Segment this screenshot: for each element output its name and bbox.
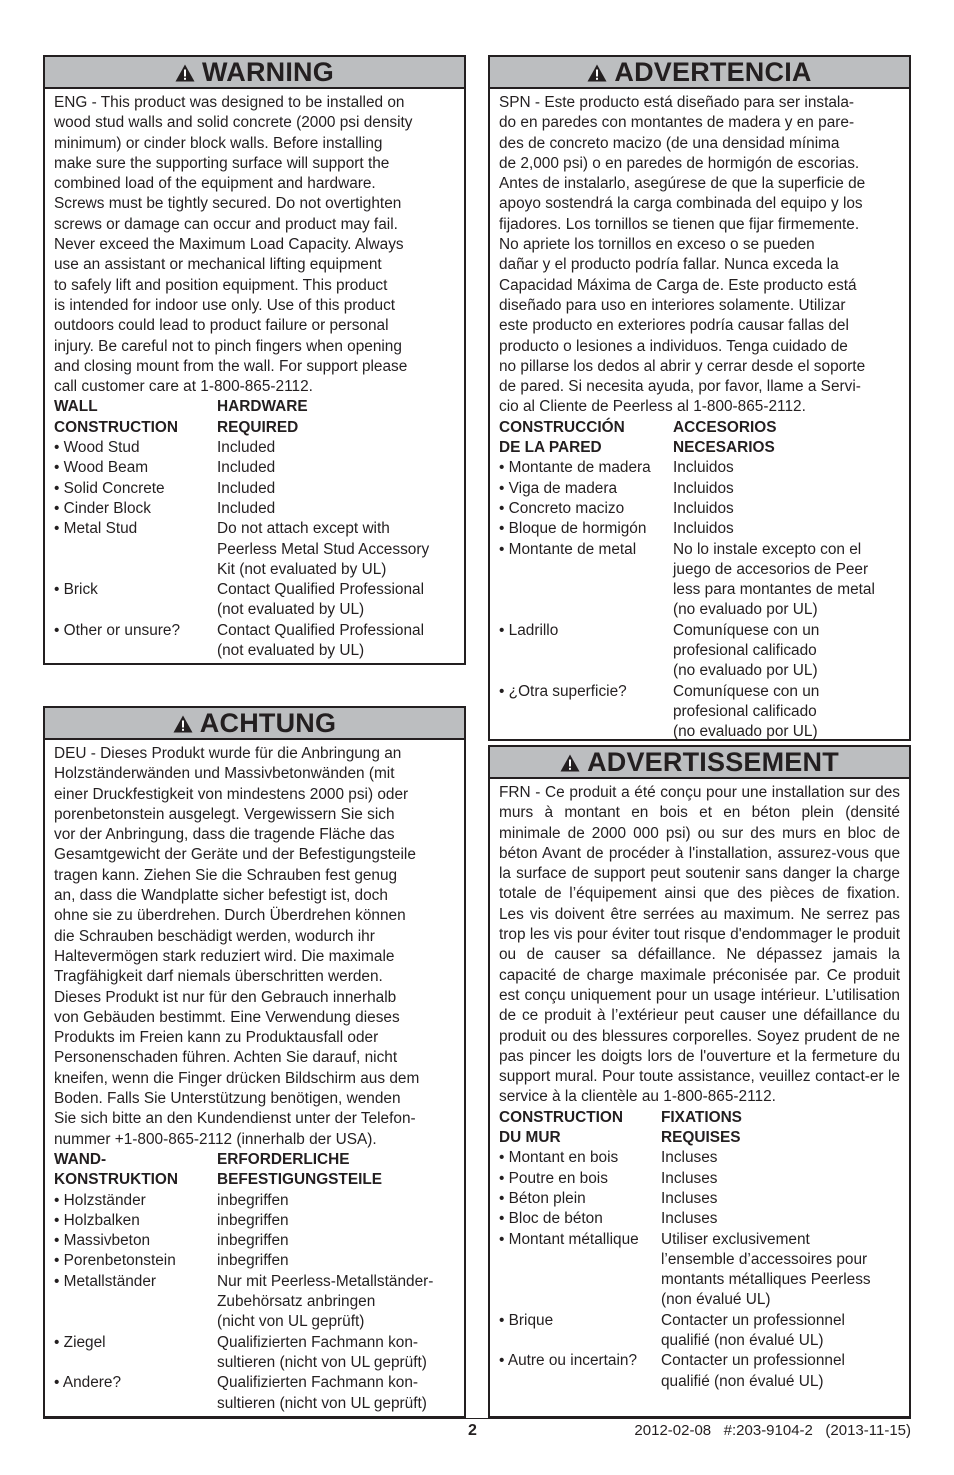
table-row xyxy=(499,1230,900,1311)
table-row xyxy=(499,540,900,621)
table-row xyxy=(54,1251,455,1271)
wall-type-cell: • Brique xyxy=(499,1311,554,1329)
hardware-cell: Incluses xyxy=(661,1210,718,1228)
hardware-cell: Comuníquese con un profesional calificado (no evaluado por UL) xyxy=(673,682,820,741)
hardware-cell: Contact Qualified Professional (not evaluated by UL) xyxy=(217,581,425,619)
table-row xyxy=(54,1272,455,1333)
hardware-cell: Do not attach except with Peerless Metal Stud Accessory Kit (not evaluated by UL) xyxy=(217,520,430,578)
table-row xyxy=(54,438,455,458)
hardware-cell: Incluidos xyxy=(673,459,734,477)
wall-type-cell: • Cinder Block xyxy=(54,499,151,517)
table-row xyxy=(499,479,900,499)
wall-construction-header: CONSTRUCCIÓN DE LA PARED xyxy=(499,418,625,457)
hardware-cell: Contacter un professionnel qualifié (non évalué UL) xyxy=(661,1311,845,1350)
wall-type-cell: • Holzbalken xyxy=(54,1211,140,1229)
table-header-row xyxy=(499,418,900,459)
warning-title: WARNING xyxy=(202,56,334,87)
wall-type-cell: • Metal Stud xyxy=(54,520,138,538)
advertencia-title: ADVERTENCIA xyxy=(614,56,812,87)
advertissement-hardware-table xyxy=(499,1108,900,1392)
table-row xyxy=(54,621,455,662)
warning-triangle-icon xyxy=(560,754,580,772)
wall-type-cell: • Wood Stud xyxy=(54,439,140,457)
hardware-required-header: HARDWARE REQUIRED xyxy=(217,398,308,436)
wall-type-cell: • Montante de metal xyxy=(499,540,637,558)
wall-construction-header: WALL CONSTRUCTION xyxy=(54,398,178,436)
table-row xyxy=(54,458,455,478)
page-number: 2 xyxy=(468,1422,477,1439)
table-row xyxy=(499,458,900,478)
hardware-cell: Included xyxy=(217,499,276,517)
achtung-box xyxy=(43,706,466,1418)
document-id: 2012-02-08 #:203-9104-2 (2013-11-15) xyxy=(634,1422,911,1439)
wall-construction-header: CONSTRUCTION DU MUR xyxy=(499,1108,623,1147)
warning-text: ENG - This product was designed to be installed on wood stud walls and solid concrete (2000 psi density minimum) or cinder block walls. Before installing make sure the supporting surface will support the combined load of the equipment and hardware. Screws must be tightly secured. Do not overtighten screws or damage can occur and product may fail. Never exceed the Maximum Load Capacity. Always use an assistant or mechanical lifting equipment to safely lift and position equipment. This product is intended for indoor use only. Use of this product outdoors could lead to product failure or personal injury. Be careful not to pinch fingers when opening and closing mount from the wall. For support please call customer care at 1-800-865-2112. xyxy=(54,94,413,396)
wall-type-cell: • Metallständer xyxy=(54,1272,157,1290)
wall-type-cell: • Porenbetonstein xyxy=(54,1252,176,1270)
advertencia-box xyxy=(488,55,911,741)
hardware-cell: inbegriffen xyxy=(217,1191,289,1209)
wall-type-cell: • Montant métallique xyxy=(499,1230,639,1248)
wall-type-cell: • Solid Concrete xyxy=(54,479,165,497)
warning-box xyxy=(43,55,466,665)
table-row xyxy=(54,479,455,499)
hardware-cell: inbegriffen xyxy=(217,1232,289,1250)
hardware-cell: Incluses xyxy=(661,1149,718,1167)
wall-type-cell: • Ladrillo xyxy=(499,621,559,639)
hardware-cell: Included xyxy=(217,479,276,497)
advertencia-hardware-table xyxy=(499,418,900,743)
table-row xyxy=(499,1169,900,1189)
wall-type-cell: • Wood Beam xyxy=(54,459,149,477)
wall-type-cell: • Bloc de béton xyxy=(499,1210,603,1228)
hardware-cell: Incluidos xyxy=(673,520,734,538)
hardware-cell: No lo instale excepto con el juego de accesorios de Peer less para montantes de metal (no evaluado por UL) xyxy=(673,540,875,619)
table-row xyxy=(499,1311,900,1352)
wall-type-cell: • Massivbeton xyxy=(54,1232,151,1250)
wall-type-cell: • Concreto macizo xyxy=(499,499,625,517)
achtung-text: DEU - Dieses Produkt wurde für die Anbringung an Holzständerwänden und Massivbetonwänden (mit einer Druckfestigkeit von mindestens 2000 psi) oder porenbetonstein ausgelegt. Vergewissern Sie sich vor der Anbringung, dass die tragende Fläche das Gesamtgewicht der Geräte und der Befestigungsteile tragen kann. Ziehen Sie die Schrauben fest genug an, dass die Wandplatte sicher befestigt ist, doch ohne sie zu überdrehen. Durch Überdrehen können die Schrauben beschädigt werden, wodurch ihr Haltevermögen stark reduziert wird. Die maximale Tragfähigkeit darf niemals überschritten werden. Dieses Produkt ist nur für den Gebrauch innerhalb von Gebäuden bestimmt. Eine Verwendung dieses Produkts im Freien kann zu Produktausfall oder Personenschaden führen. Achten Sie darauf, nicht kneifen, wenn die Finger drücken Bildschirm aus dem Boden. Falls Sie Unterstützung benötigen, wenden Sie sich bitte an den Kundendienst unter der Telefon- nummer +1-800-865-2112 (innerhalb der USA). xyxy=(54,745,420,1148)
table-header-row xyxy=(54,397,455,438)
table-header-row xyxy=(54,1150,455,1191)
table-row xyxy=(54,519,455,580)
warning-triangle-icon xyxy=(175,64,195,82)
table-row xyxy=(499,1351,900,1392)
wall-type-cell: • Andere? xyxy=(54,1374,122,1392)
wall-type-cell: • Brick xyxy=(54,581,98,599)
hardware-cell: Incluses xyxy=(661,1169,718,1187)
table-row xyxy=(499,621,900,682)
table-row xyxy=(54,580,455,621)
advertissement-box xyxy=(488,745,911,1418)
hardware-cell: Incluidos xyxy=(673,499,734,517)
wall-type-cell: • Bloque de hormigón xyxy=(499,520,647,538)
table-row xyxy=(54,1231,455,1251)
wall-construction-header: WAND- KONSTRUKTION xyxy=(54,1150,178,1189)
wall-type-cell: • Montant en bois xyxy=(499,1149,619,1167)
table-row xyxy=(54,1333,455,1374)
hardware-cell: Qualifizierten Fachmann kon- sultieren (nicht von UL geprüft) xyxy=(217,1333,427,1371)
achtung-hardware-table xyxy=(54,1150,455,1414)
table-row xyxy=(54,1191,455,1211)
wall-type-cell: • Other or unsure? xyxy=(54,621,181,639)
warning-hardware-table xyxy=(54,397,455,661)
advertissement-text: FRN - Ce produit a été conçu pour une installation sur des murs à montant en bois et en béton plein (densité minimale de 2000 000 psi) ou sur des murs en bloc de béton Avant de procéder à l'installation, assurez-vous que la surface de support peut soutenir sans danger la charge totale de l’équipement ainsi que des pièces de fixation. Les vis doivent être serrées au maximum. Ne serrez pas trop les vis pour éviter tout risque d'endommager le produit ou de causer sa défaillance. Ne dépassez jamais la capacité de charge maximale préconisée par. Ce produit est conçu uniquement pour un usage intérieur. L’utilisation de ce produit à l’extérieur peut causer une défaillance du produit ou des blessures corporelles. Soyez prudent de ne pas pincer les doigts lors de l'ouverture et la fermeture du support mural. Pour toute assistance, veuillez contact-er le service à la clientèle au 1-800-865-2112. xyxy=(499,784,900,1106)
table-row xyxy=(499,499,900,519)
achtung-title: ACHTUNG xyxy=(199,707,337,738)
hardware-required-header: ERFORDERLICHE BEFESTIGUNGSTEILE xyxy=(217,1150,383,1189)
table-row xyxy=(54,1373,455,1414)
table-row xyxy=(54,499,455,519)
hardware-cell: Incluses xyxy=(661,1189,718,1207)
table-row xyxy=(499,1189,900,1209)
advertencia-header xyxy=(490,57,909,89)
wall-type-cell: • Holzständer xyxy=(54,1191,146,1209)
warning-header xyxy=(45,57,464,89)
wall-type-cell: • Poutre en bois xyxy=(499,1169,608,1187)
hardware-cell: inbegriffen xyxy=(217,1211,289,1229)
wall-type-cell: • Autre ou incertain? xyxy=(499,1352,638,1370)
wall-type-cell: • Ziegel xyxy=(54,1333,106,1351)
warning-triangle-icon xyxy=(173,715,193,733)
hardware-required-header: ACCESORIOS NECESARIOS xyxy=(673,418,777,457)
hardware-cell: Contact Qualified Professional (not evaluated by UL) xyxy=(217,621,425,660)
hardware-cell: inbegriffen xyxy=(217,1252,289,1270)
hardware-cell: Contacter un professionnel qualifié (non évalué UL) xyxy=(661,1352,845,1390)
hardware-cell: Included xyxy=(217,439,276,457)
hardware-cell: Nur mit Peerless-Metallständer- Zubehörsatz anbringen (nicht von UL geprüft) xyxy=(217,1272,434,1331)
hardware-cell: Utiliser exclusivement l’ensemble d’accessoires pour montants métalliques Peerless (non évalué UL) xyxy=(661,1230,871,1309)
hardware-cell: Included xyxy=(217,459,276,477)
advertissement-header xyxy=(490,747,909,779)
table-row xyxy=(499,1209,900,1229)
advertencia-text: SPN - Este producto está diseñado para ser instala- do en paredes con montantes de madera y en pare- des de concreto macizo (de una densidad mínima de 2,000 psi) o en paredes de hormigón de escorias. Antes de instalarlo, asegúrese de que la superficie de apoyo sostendrá la carga combinada del equipo y los fijadores. Los tornillos se tienen que fijar firmemente. No apriete los tornillos en exceso o se pueden dañar y el producto podría fallar. Nunca exceda la Capacidad Máxima de Carga de. Este producto está diseñado para uso en interiores solamente. Utilizar este producto en exteriores podría causar fallas del producto o lesiones a individuos. Tenga cuidado de no pillarse los dedos al abrir y cerrar desde el soporte de pared. Si necesita ayuda, por favor, llame a Servi- cio al Cliente de Peerless al 1-800-865-2112. xyxy=(499,94,866,416)
table-header-row xyxy=(499,1108,900,1149)
wall-type-cell: • Béton plein xyxy=(499,1189,586,1207)
hardware-cell: Qualifizierten Fachmann kon- sultieren (nicht von UL geprüft) xyxy=(217,1374,427,1412)
advertissement-title: ADVERTISSEMENT xyxy=(587,746,839,777)
hardware-cell: Incluidos xyxy=(673,479,734,497)
hardware-cell: Comuníquese con un profesional calificado (no evaluado por UL) xyxy=(673,621,820,680)
hardware-required-header: FIXATIONS REQUISES xyxy=(661,1108,742,1147)
footer-divider xyxy=(43,1418,911,1419)
warning-triangle-icon xyxy=(587,64,607,82)
wall-type-cell: • Montante de madera xyxy=(499,459,651,477)
table-row xyxy=(499,682,900,743)
wall-type-cell: • ¿Otra superficie? xyxy=(499,682,627,700)
achtung-header xyxy=(45,708,464,740)
table-row xyxy=(54,1211,455,1231)
table-row xyxy=(499,519,900,539)
wall-type-cell: • Viga de madera xyxy=(499,479,618,497)
table-row xyxy=(499,1148,900,1168)
